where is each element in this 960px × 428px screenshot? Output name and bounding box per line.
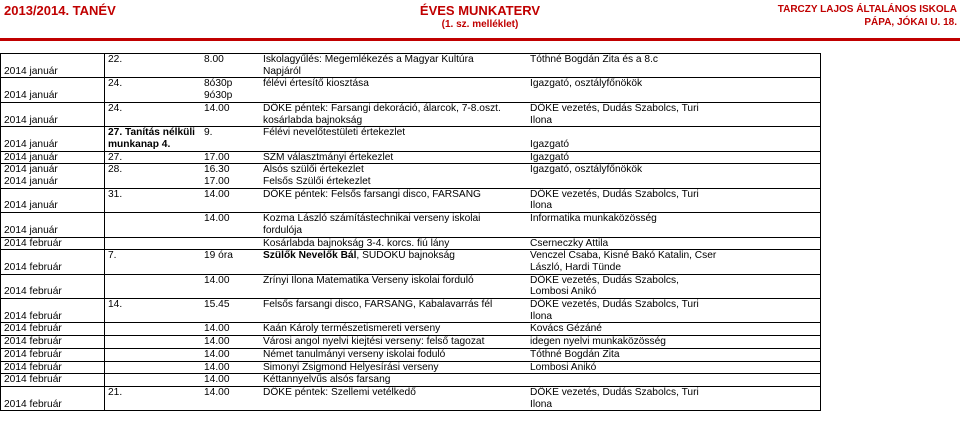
time-cell: [201, 102, 260, 126]
day-cell: 24.: [105, 102, 202, 126]
month-cell: 2014 január: [1, 151, 105, 164]
day-cell: 7.: [105, 250, 202, 274]
table-row: [1, 102, 821, 126]
day-cell: 27.: [105, 151, 202, 164]
event-cell: [260, 176, 527, 188]
time-line: 15.45: [204, 299, 230, 311]
responsible-cell: [527, 151, 821, 164]
cell-line: Simonyi Zsigmond Helyesírási verseny: [263, 361, 439, 373]
cell-line: Tóthné Bogdán Zita: [530, 348, 620, 360]
cell-line: Lombosi Anikó: [530, 361, 597, 373]
cell-line: [530, 127, 820, 139]
cell-line: Tóthné Bogdán Zita és a 8.c: [530, 54, 658, 65]
cell-line: Informatika munkaközösség: [530, 213, 657, 225]
table-row: [1, 336, 821, 349]
event-cell: [260, 54, 527, 78]
event-cell: [260, 323, 527, 336]
responsible-cell: [527, 348, 821, 361]
time-cell: [201, 237, 260, 250]
table-row: [1, 127, 821, 151]
time-line: 17.00: [204, 176, 230, 188]
school-name: TARCZY LAJOS ÁLTALÁNOS ISKOLA: [777, 4, 957, 15]
cell-line: DÖKE vezetés, Dudás Szabolcs,: [530, 274, 679, 286]
event-cell: [260, 127, 527, 151]
responsible-cell: [527, 176, 821, 188]
day-cell: [105, 374, 202, 387]
responsible-cell: [527, 164, 821, 176]
table-row: [1, 323, 821, 336]
time-cell: [201, 151, 260, 164]
cell-line: Alsós szülői értekezlet: [263, 164, 364, 176]
cell-line: kosárlabda bajnokság: [263, 114, 363, 126]
time-cell: [201, 348, 260, 361]
time-line: 14.00: [204, 188, 230, 200]
table-row: [1, 188, 821, 212]
event-cell: [260, 250, 527, 274]
month-cell: 2014 február: [1, 361, 105, 374]
cell-line: Ilona: [530, 200, 553, 212]
month-cell: 2014 január: [1, 164, 105, 176]
time-cell: [201, 213, 260, 237]
cell-line: fordulója: [263, 224, 303, 236]
time-cell: [201, 386, 260, 410]
cell-line: [530, 176, 820, 188]
time-line: 16.30: [204, 164, 230, 176]
cell-line: Ilona: [530, 398, 553, 410]
cell-line: Kovács Gézáné: [530, 323, 602, 335]
event-cell: [260, 386, 527, 410]
cell-line: félévi értesítő kiosztása: [263, 78, 369, 90]
page-header: [0, 0, 960, 38]
cell-line: Városi angol nyelvi kiejtési verseny: felső tagozat: [263, 336, 485, 348]
cell-line: Igazgató, osztályfőnökök: [530, 78, 643, 90]
cell-line: Igazgató: [530, 151, 570, 163]
time-line: 8.00: [204, 54, 224, 65]
time-cell: [201, 299, 260, 323]
cell-line: DÖKE vezetés, Dudás Szabolcs, Turi: [530, 299, 699, 311]
time-line: 14.00: [204, 386, 230, 398]
month-cell: 2014 január: [1, 78, 105, 102]
school-address: PÁPA, JÓKAI U. 18.: [864, 17, 957, 28]
time-line: 9ó30p: [204, 90, 233, 102]
document-title: ÉVES MUNKATERV: [419, 3, 541, 18]
responsible-cell: [527, 54, 821, 78]
school-year: 2013/2014. TANÉV: [4, 3, 116, 18]
cell-line: Kéttannyelvűs alsós farsang: [263, 374, 391, 386]
day-cell: [105, 213, 202, 237]
responsible-cell: [527, 127, 821, 151]
table-row: [1, 176, 821, 188]
cell-line: Szülők Nevelők Bál, SUDOKU bajnokság: [263, 250, 455, 262]
cell-line: SZM választmányi értekezlet: [263, 151, 394, 163]
responsible-cell: [527, 361, 821, 374]
time-line: 19 óra: [204, 250, 233, 262]
month-cell: 2014 február: [1, 336, 105, 349]
day-cell: 14.: [105, 299, 202, 323]
cell-line: Kozma László számítástechnikai verseny iskolai: [263, 213, 481, 225]
event-cell: [260, 78, 527, 102]
day-cell: 21.: [105, 386, 202, 410]
school-name-block: [778, 3, 957, 29]
time-line: 14.00: [204, 336, 230, 348]
day-cell: 22.: [105, 54, 202, 78]
time-cell: [201, 361, 260, 374]
event-cell: [260, 164, 527, 176]
day-cell: [105, 336, 202, 349]
event-cell: [260, 361, 527, 374]
cell-line: Venczel Csaba, Kisné Bakó Katalin, Cser: [530, 250, 717, 262]
month-cell: 2014 február: [1, 250, 105, 274]
time-line: 14.00: [204, 348, 230, 360]
month-cell: 2014 február: [1, 299, 105, 323]
cell-line: Igazgató: [530, 138, 570, 150]
cell-line: László, Hardi Tünde: [530, 261, 621, 273]
time-line: [204, 238, 260, 250]
time-cell: [201, 164, 260, 176]
event-cell: [260, 151, 527, 164]
time-line: 17.00: [204, 151, 230, 163]
day-cell: [105, 361, 202, 374]
cell-line: DÖKE péntek: Szellemi vetélkedő: [263, 386, 416, 398]
event-cell: [260, 188, 527, 212]
time-cell: [201, 188, 260, 212]
table-row: [1, 299, 821, 323]
time-cell: [201, 323, 260, 336]
responsible-cell: [527, 213, 821, 237]
cell-line: Kosárlabda bajnokság 3-4. korcs. fiú lány: [263, 237, 450, 249]
responsible-cell: [527, 78, 821, 102]
month-cell: 2014 január: [1, 54, 105, 78]
schedule-table: [0, 53, 821, 411]
time-line: 14.00: [204, 323, 230, 335]
cell-line: Iskolagyűlés: Megemlékezés a Magyar Kultúra: [263, 54, 474, 65]
table-row: [1, 250, 821, 274]
month-cell: 2014 február: [1, 274, 105, 298]
cell-line: Napjáról: [263, 65, 301, 77]
day-cell: 28.: [105, 164, 202, 176]
cell-line: Kaán Károly természetismereti verseny: [263, 323, 441, 335]
time-cell: [201, 176, 260, 188]
event-cell: [260, 237, 527, 250]
month-cell: 2014 január: [1, 176, 105, 188]
responsible-cell: [527, 386, 821, 410]
time-cell: [201, 250, 260, 274]
header-divider: [0, 38, 960, 41]
table-row: [1, 213, 821, 237]
day-cell: 27. Tanítás nélküli munkanap 4.: [105, 127, 202, 151]
day-cell: 24.: [105, 78, 202, 102]
cell-line: Ilona: [530, 114, 553, 126]
day-cell: [105, 348, 202, 361]
time-cell: [201, 374, 260, 387]
month-cell: 2014 február: [1, 323, 105, 336]
event-cell: [260, 348, 527, 361]
event-cell: [260, 374, 527, 387]
time-line: 8ó30p: [204, 78, 233, 90]
table-row: [1, 386, 821, 410]
event-cell: [260, 102, 527, 126]
day-cell: 31.: [105, 188, 202, 212]
table-row: [1, 78, 821, 102]
month-cell: 2014 február: [1, 374, 105, 387]
month-cell: 2014 február: [1, 237, 105, 250]
cell-line: DÖKE vezetés, Dudás Szabolcs, Turi: [530, 188, 699, 200]
month-cell: 2014 január: [1, 188, 105, 212]
time-cell: [201, 336, 260, 349]
time-line: 14.00: [204, 361, 230, 373]
time-cell: [201, 127, 260, 151]
time-cell: [201, 274, 260, 298]
cell-line: DÖKE vezetés, Dudás Szabolcs, Turi: [530, 386, 699, 398]
table-row: [1, 237, 821, 250]
event-cell: [260, 336, 527, 349]
cell-line: Ilona: [530, 310, 553, 322]
document-subtitle: (1. sz. melléklet): [441, 19, 519, 30]
table-row: [1, 348, 821, 361]
event-cell: [260, 213, 527, 237]
time-line: 9.: [204, 127, 213, 139]
day-cell: [105, 323, 202, 336]
table-row: [1, 361, 821, 374]
responsible-cell: [527, 102, 821, 126]
responsible-cell: [527, 237, 821, 250]
table-row: [1, 164, 821, 176]
responsible-cell: [527, 299, 821, 323]
responsible-cell: [527, 323, 821, 336]
cell-line: DÖKE péntek: Farsangi dekoráció, álarcok, 7-8.oszt.: [263, 102, 501, 114]
month-cell: 2014 január: [1, 102, 105, 126]
table-row: [1, 151, 821, 164]
event-cell: [260, 274, 527, 298]
cell-line: Igazgató, osztályfőnökök: [530, 164, 643, 176]
responsible-cell: [527, 274, 821, 298]
responsible-cell: [527, 250, 821, 274]
day-cell: [105, 237, 202, 250]
cell-line: Félévi nevelőtestületi értekezlet: [263, 127, 406, 139]
month-cell: 2014 január: [1, 213, 105, 237]
time-line: 14.00: [204, 274, 230, 286]
cell-line: Német tanulmányi verseny iskolai foduló: [263, 348, 446, 360]
cell-line: Zrínyi Ilona Matematika Verseny iskolai forduló: [263, 274, 474, 286]
table-row: [1, 274, 821, 298]
time-line: 14.00: [204, 102, 230, 114]
cell-line: Felsős farsangi disco, FARSANG, Kabalavarrás fél: [263, 299, 493, 311]
day-cell: [105, 274, 202, 298]
responsible-cell: [527, 188, 821, 212]
time-cell: [201, 54, 260, 78]
table-row: [1, 374, 821, 387]
table-row: [1, 54, 821, 78]
month-cell: 2014 január: [1, 127, 105, 151]
cell-line: DÖKE vezetés, Dudás Szabolcs, Turi: [530, 102, 699, 114]
month-cell: 2014 február: [1, 386, 105, 410]
cell-line: Lombosi Anikó: [530, 286, 597, 298]
cell-line: DÖKE péntek: Felsős farsangi disco, FARSANG: [263, 188, 481, 200]
responsible-cell: [527, 336, 821, 349]
time-cell: [201, 78, 260, 102]
event-cell: [260, 299, 527, 323]
month-cell: 2014 február: [1, 348, 105, 361]
cell-line: [530, 374, 820, 386]
time-line: 14.00: [204, 213, 230, 225]
day-cell: [105, 176, 202, 188]
cell-line: Felsős Szülői értekezlet: [263, 176, 371, 188]
cell-line: Cserneczky Attila: [530, 237, 609, 249]
cell-line: idegen nyelvi munkaközösség: [530, 336, 666, 348]
responsible-cell: [527, 374, 821, 387]
time-line: 14.00: [204, 374, 230, 386]
